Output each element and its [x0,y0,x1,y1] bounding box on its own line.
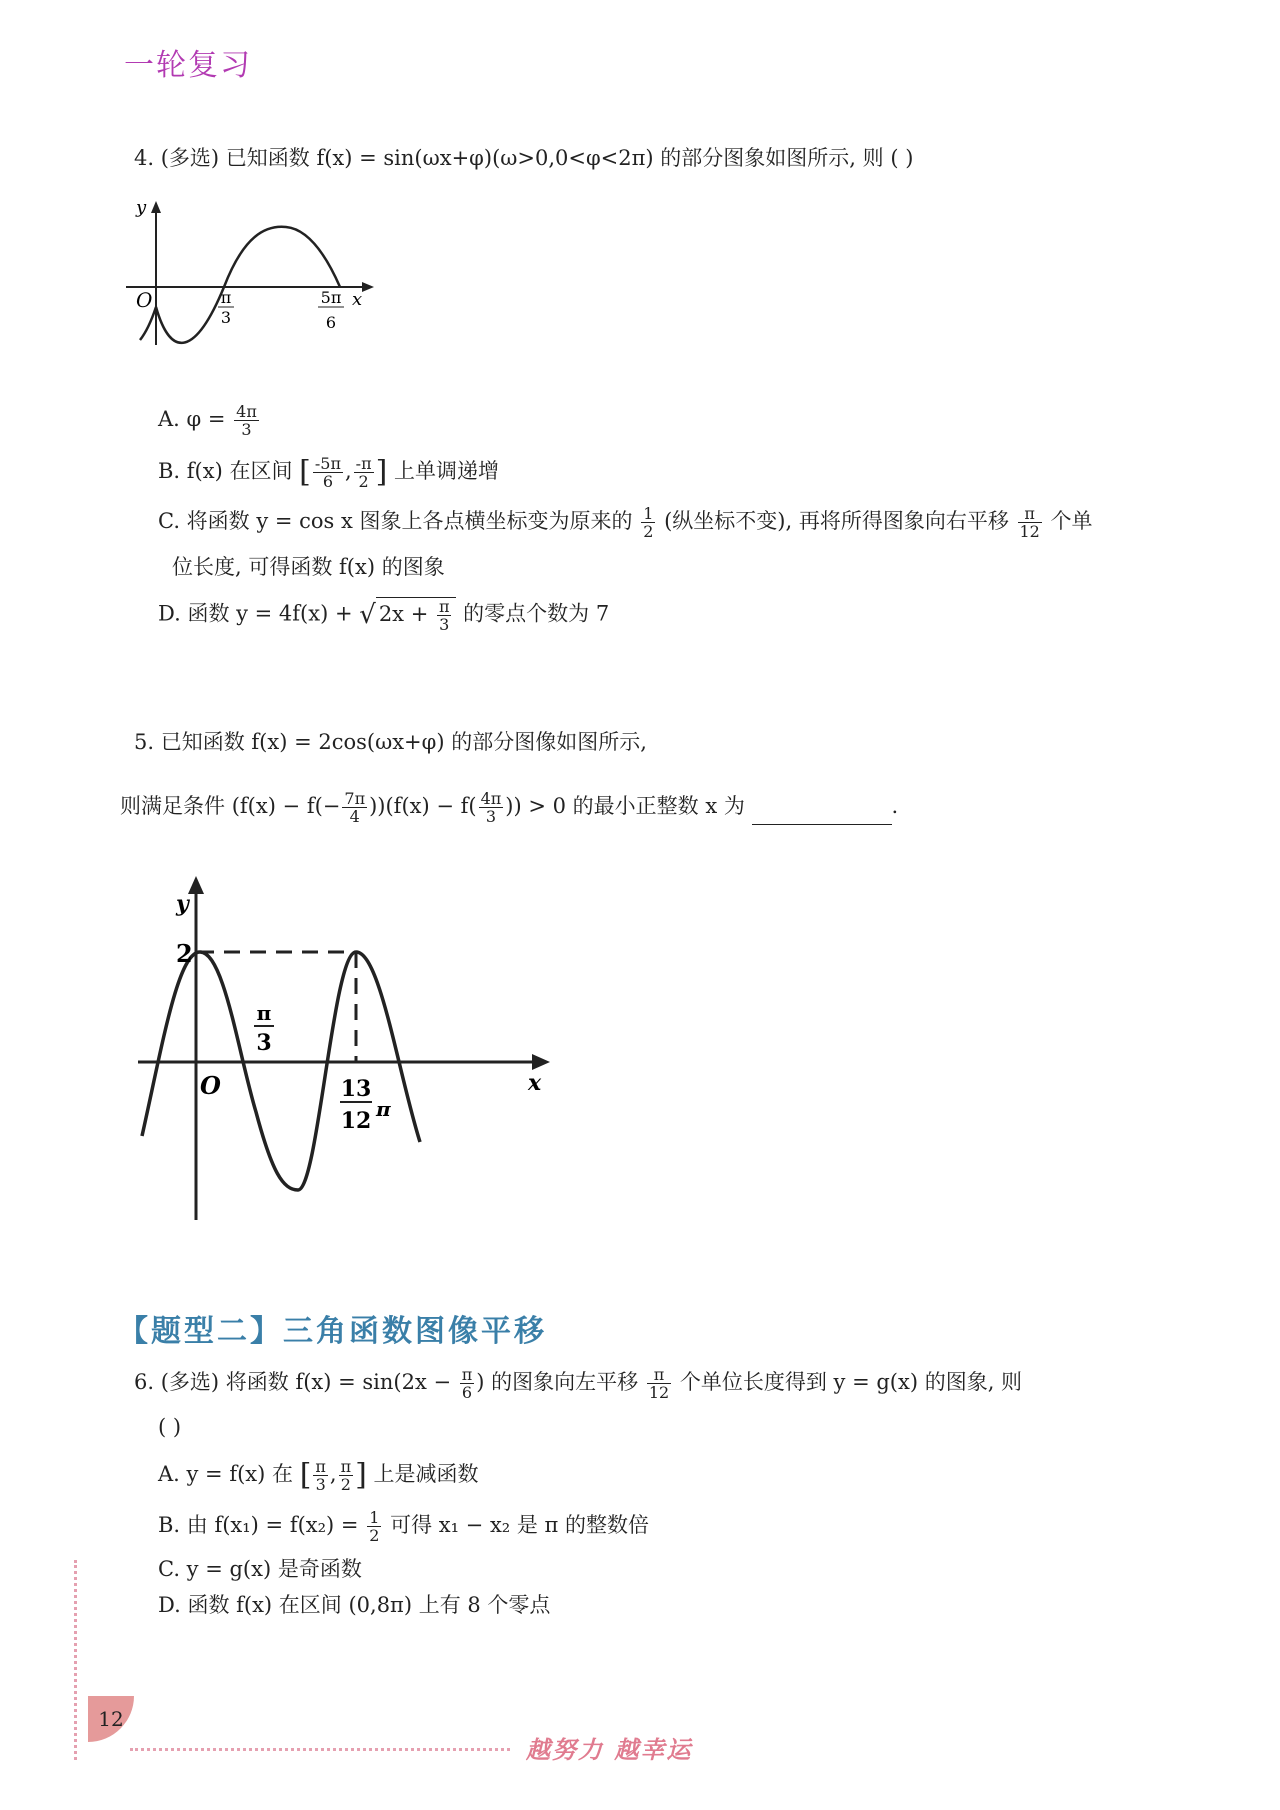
q5-stem: 5. 已知函数 f(x) = 2cos(ωx+φ) 的部分图像如图所示, [134,730,647,754]
q6-option-d: D. 函数 f(x) 在区间 (0,8π) 上有 8 个零点 [158,1593,551,1617]
q4-tick2-num: 5π [320,288,342,307]
q5-graph-origin: O [200,1071,221,1100]
q5-answer-blank[interactable] [752,804,892,825]
q5-tick2-num: 13 [340,1076,372,1102]
q4-option-a: A. φ = $\frac{4\pi}{3}$ [158,402,257,439]
decorative-dots-horizontal [130,1748,510,1754]
q5-tick2-pi: π [376,1097,391,1121]
q6-answer-paren: ( ) [158,1415,182,1439]
q4-stem: 4. (多选) 已知函数 f(x) = sin(ωx+φ)(ω>0,0<φ<2π) 的部分图象如图所示, 则 ( ) [134,146,914,170]
q5-tick1-num: π [256,1001,272,1025]
q4-option-b: B. f(x) 在区间 [ $\frac{-5\pi}{6}$ , $\frac{-\pi}{2}$ ] 上单调递增 [158,454,499,491]
q5-graph-xlabel: x [528,1070,542,1096]
q5-tick1-den: 3 [256,1030,272,1056]
q4-graph-ylabel: y [136,197,147,218]
q6-option-b: B. 由 f(x₁) = f(x₂) = $\frac{1}{2}$ 可得 x₁ − x₂ 是 π 的整数倍 [158,1508,650,1545]
q5-graph-ylabel: y [176,891,189,917]
q4-graph [126,195,376,360]
q6-option-a: A. y = f(x) 在 [ $\frac{\pi}{3}$ , $\frac{\pi}{2}$ ] 上是减函数 [158,1457,479,1494]
q4-tick2-den: 6 [325,313,337,332]
page-number: 12 [88,1696,134,1742]
q5-graph-ymax: 2 [176,939,193,968]
q4-tick1-num: π [220,288,232,307]
q4-graph-xlabel: x [352,289,363,310]
q6-option-c: C. y = g(x) 是奇函数 [158,1557,362,1581]
header-title: 一轮复习 [124,48,252,83]
q4-option-c-line2: 位长度, 可得函数 f(x) 的图象 [172,555,445,579]
q5-condition: 则满足条件 (f(x) − f(− $\frac{7\pi}{4}$ ))(f(x) − f( $\frac{4\pi}{3}$ )) > 0 的最小正整数 x 为 . [120,789,899,826]
q4-option-c: C. 将函数 y = cos x 图象上各点横坐标变为原来的 $\frac{1}{2}$ (纵坐标不变), 再将所得图象向右平移 $\frac{\pi}{12}$ 个单 [158,504,1093,541]
q4-option-d: D. 函数 y = 4f(x) + √ 2x + $\frac{\pi}{3}$ 的零点个数为 7 [158,597,610,634]
q4-graph-origin: O [136,288,153,312]
q5-graph [128,872,558,1227]
footer-motto: 越努力 越幸运 [526,1736,693,1764]
section-title: 【题型二】三角函数图像平移 [118,1314,547,1349]
q5-tick2-den: 12 [340,1108,372,1134]
decorative-dots-vertical [74,1560,81,1760]
q4-tick1-den: 3 [220,308,232,327]
q6-stem: 6. (多选) 将函数 f(x) = sin(2x − $\frac{\pi}{6}$ ) 的图象向左平移 $\frac{\pi}{12}$ 个单位长度得到 y = g(x) 的图象, 则 [134,1365,1023,1402]
